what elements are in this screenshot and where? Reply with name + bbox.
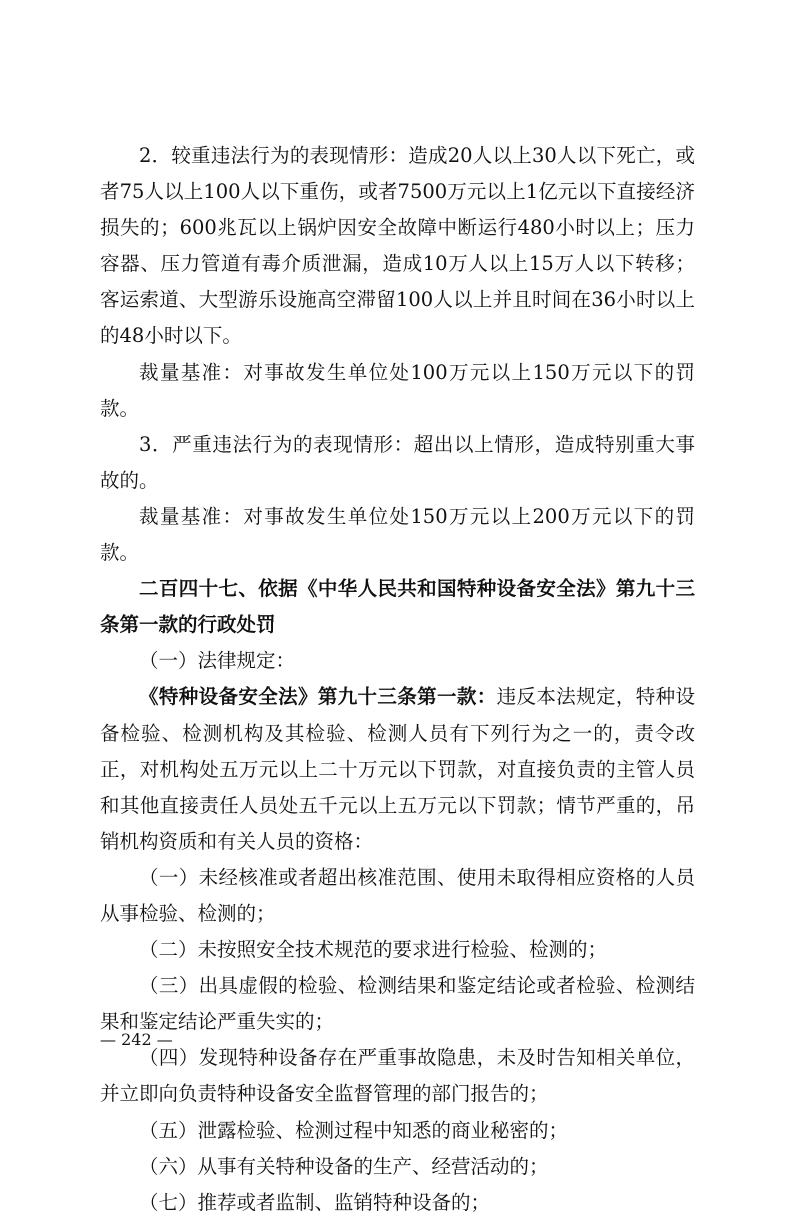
subheading-legal-provision: （一）法律规定： (139, 649, 296, 673)
document-body (100, 138, 695, 1221)
list-item-4: （四）发现特种设备存在严重事故隐患，未及时告知相关单位，并立即向负责特种设备安全监督管理的部门报告的； (100, 1046, 695, 1106)
page-number: — 242 — (100, 1030, 173, 1049)
list-item-7: （七）推荐或者监制、监销特种设备的； (139, 1190, 491, 1214)
paragraph-penalty-standard-2: 裁量基准：对事故发生单位处100万元以上150万元以下的罚款。 (100, 360, 695, 420)
list-item-6: （六）从事有关特种设备的生产、经营活动的； (139, 1154, 549, 1178)
article-93-lead: 《特种设备安全法》第九十三条第一款： (139, 685, 497, 709)
article-93-text: 违反本法规定，特种设备检验、检测机构及其检验、检测人员有下列行为之一的，责令改正，对机构处五万元以上二十万元以下罚款，对直接负责的主管人员和其他直接责任人员处五千元以上五万元以下罚款；情节严重的，吊销机构资质和有关人员的资格： (100, 685, 695, 853)
list-item-3: （三）出具虚假的检验、检测结果和鉴定结论或者检验、检测结果和鉴定结论严重失实的； (100, 974, 695, 1034)
paragraph-penalty-standard-3: 裁量基准：对事故发生单位处150万元以上200万元以下的罚款。 (100, 504, 695, 565)
list-item-5: （五）泄露检验、检测过程中知悉的商业秘密的； (139, 1118, 569, 1142)
section-heading-247: 二百四十七、依据《中华人民共和国特种设备安全法》第九十三条第一款的行政处罚 (100, 577, 695, 637)
list-item-1: （一）未经核准或者超出核准范围、使用未取得相应资格的人员从事检验、检测的； (100, 865, 695, 925)
paragraph-serious-violation-2: 2．较重违法行为的表现情形：造成20人以上30人以下死亡，或者75人以上100人以下重伤，或者7500万元以上1亿元以下直接经济损失的；600兆瓦以上锅炉因安全故障中断运行480小时以上；压力容器、压力管道有毒介质泄漏，造成10万人以上15万人以下转移；客运索道、大型游乐设施高空滞留100人以上并且时间在36小时以上的48小时以下。 (100, 144, 695, 348)
paragraph-severe-violation-3: 3．严重违法行为的表现情形：超出以上情形，造成特别重大事故的。 (100, 432, 695, 492)
list-item-2: （二）未按照安全技术规范的要求进行检验、检测的； (139, 938, 608, 962)
paragraph-article-93 (100, 679, 695, 859)
